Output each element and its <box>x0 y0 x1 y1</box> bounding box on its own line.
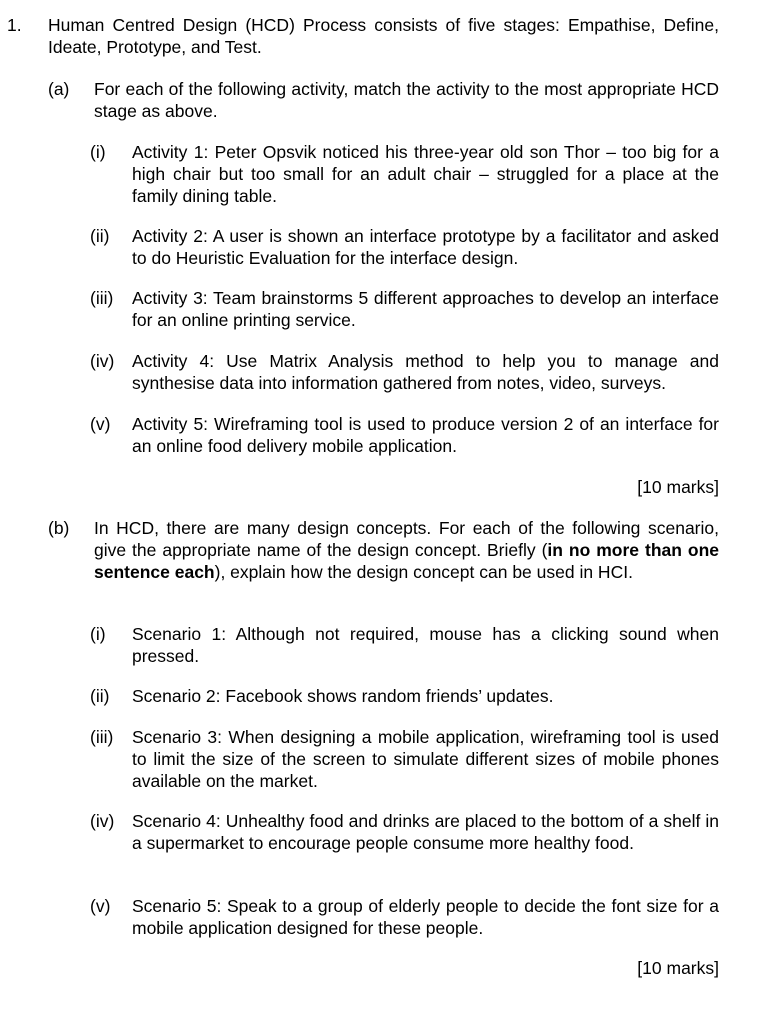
part-a-item-label: (i) <box>90 142 106 162</box>
part-a-item-text: Activity 3: Team brainstorms 5 different approaches to develop an interface for an online printing service. <box>132 288 719 330</box>
question-text: Human Centred Design (HCD) Process consists of five stages: Empathise, Define, Ideate, Prototype, and Test. <box>48 15 719 57</box>
part-b-text-after: ), explain how the design concept can be used in HCI. <box>214 562 633 582</box>
part-b-label: (b) <box>48 518 70 538</box>
part-b-marks: [10 marks] <box>637 958 719 978</box>
part-b-item-text: Scenario 1: Although not required, mouse has a clicking sound when pressed. <box>132 624 719 666</box>
part-b-item-label: (v) <box>90 896 111 916</box>
part-a-item-text: Activity 2: A user is shown an interface prototype by a facilitator and asked to do Heuristic Evaluation for the interface design. <box>132 226 719 268</box>
part-a-item-label: (ii) <box>90 226 110 246</box>
part-b-item-label: (iii) <box>90 727 114 747</box>
part-a-item-label: (iv) <box>90 351 115 371</box>
part-a-label: (a) <box>48 79 70 99</box>
part-a-item-text: Activity 4: Use Matrix Analysis method to help you to manage and synthesise data into information gathered from notes, video, surveys. <box>132 351 719 393</box>
part-b-item-text: Scenario 5: Speak to a group of elderly people to decide the font size for a mobile application designed for these people. <box>132 896 719 938</box>
part-b-text-bold: in no more than one sentence each <box>94 540 719 582</box>
part-a-item-text: Activity 1: Peter Opsvik noticed his three-year old son Thor – too big for a high chair but too small for an adult chair – struggled for a place at the family dining table. <box>132 142 719 206</box>
part-a-marks: [10 marks] <box>637 477 719 497</box>
part-b-item-text: Scenario 4: Unhealthy food and drinks are placed to the bottom of a shelf in a supermarket to encourage people consume more healthy food. <box>132 811 719 853</box>
question-number: 1. <box>7 15 22 35</box>
part-b-item-label: (iv) <box>90 811 115 831</box>
part-b-item-label: (i) <box>90 624 106 644</box>
part-a-item-text: Activity 5: Wireframing tool is used to produce version 2 of an interface for an online food delivery mobile application. <box>132 414 719 456</box>
part-b-item-text: Scenario 3: When designing a mobile application, wireframing tool is used to limit the size of the screen to simulate different sizes of mobile phones available on the market. <box>132 727 719 791</box>
part-b-item-label: (ii) <box>90 686 110 706</box>
part-a-item-label: (iii) <box>90 288 114 308</box>
part-b-item-text: Scenario 2: Facebook shows random friends’ updates. <box>132 686 554 706</box>
part-a-item-label: (v) <box>90 414 111 434</box>
part-b-text-before: In HCD, there are many design concepts. For each of the following scenario, give the appropriate name of the design concept. Briefly ( <box>94 518 719 560</box>
part-b-text <box>94 517 719 583</box>
part-a-text: For each of the following activity, match the activity to the most appropriate HCD stage as above. <box>94 79 719 121</box>
